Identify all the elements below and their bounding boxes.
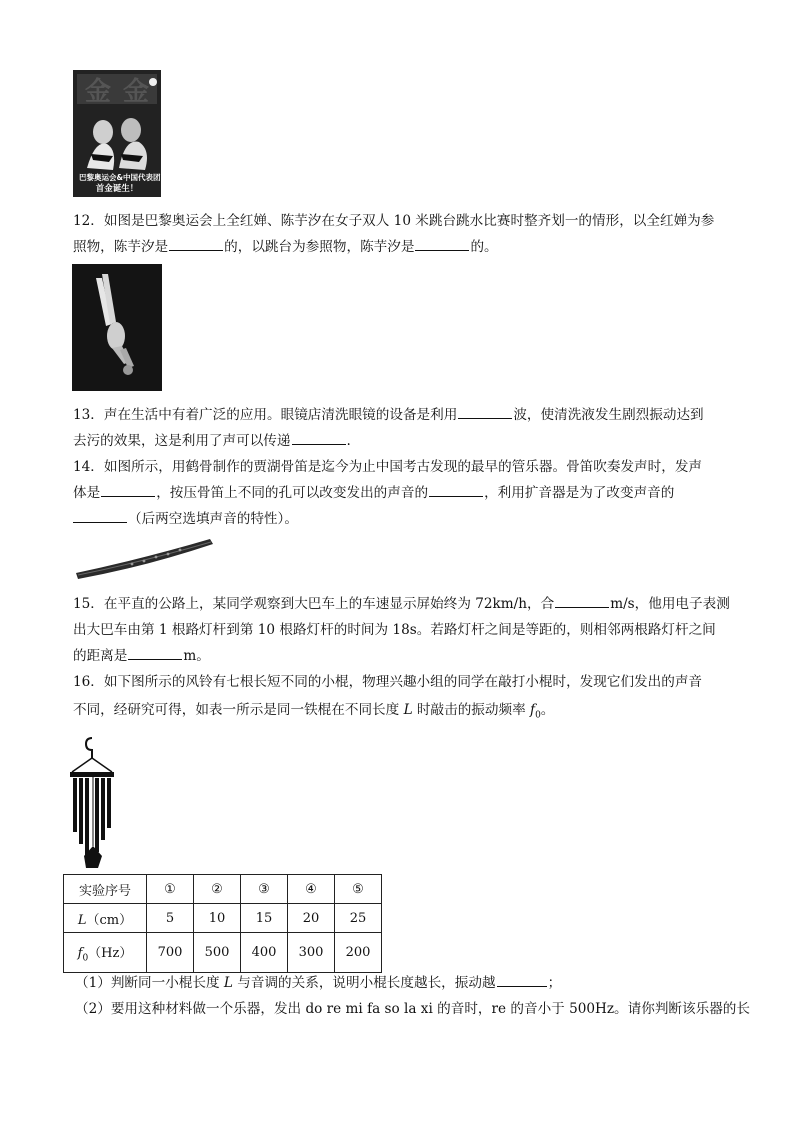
- q16-sub2: （2）要用这种材料做一个乐器，发出 do re mi fa so la xi 的音时，re 的音小于 500Hz。请你判断该乐器的长: [75, 1001, 750, 1017]
- table-cell: 200: [335, 933, 382, 973]
- q14-line3: [73, 509, 298, 529]
- bone-flute-image: [72, 535, 217, 583]
- table-cell: 400: [241, 933, 288, 973]
- table-cell: 300: [288, 933, 335, 973]
- q12-blank-2[interactable]: [415, 237, 469, 251]
- table-var-f-sub: 0: [82, 953, 89, 964]
- q15-text-d: m。: [183, 648, 210, 664]
- sub1-var-L: L: [223, 975, 233, 991]
- table-header-col: ③: [241, 875, 288, 904]
- table-cell: 20: [288, 904, 335, 933]
- q16-var-L: L: [403, 702, 413, 718]
- svg-text:金: 金: [123, 77, 150, 107]
- q13-line1: [73, 405, 704, 425]
- table-header-col: ①: [147, 875, 194, 904]
- q14-text-c: ，利用扩音器是为了改变声音的: [484, 485, 675, 501]
- q15-text-a: 15．在平直的公路上，某同学观察到大巴车上的车速显示屏始终为 72km/h，合: [73, 596, 555, 612]
- q14-text-d: （后两空选填声音的特性）。: [128, 511, 298, 527]
- q12-text-a: 照物，陈芋汐是: [73, 239, 169, 255]
- table-cell: 10: [194, 904, 241, 933]
- table-cell: 500: [194, 933, 241, 973]
- q16-var-f-sub: 0: [535, 710, 541, 721]
- q13-text-b: 波，使清洗液发生剧烈振动达到: [513, 407, 704, 423]
- table-cell: 25: [335, 904, 382, 933]
- q15-blank-1[interactable]: [555, 594, 609, 608]
- q14-line1: 14．如图所示，用鹤骨制作的贾湖骨笛是迄今为止中国考古发现的最早的管乐器。骨笛吹奏发声时，发声: [73, 459, 703, 475]
- diver-graphic: [72, 264, 162, 391]
- table-header-col: ②: [194, 875, 241, 904]
- q16-text-c: 。: [540, 702, 555, 718]
- q15-line2: 出大巴车由第 1 根路灯杆到第 10 根路灯杆的时间为 18s。若路灯杆之间是等距的，则相邻两根路灯杆之间: [73, 622, 716, 638]
- q13-text-d: .: [346, 433, 351, 449]
- q14-line2: [73, 483, 674, 503]
- q16-line1: 16．如下图所示的风铃有七根长短不同的小棍，物理兴趣小组的同学在敲打小棍时，发现它们发出的声音: [73, 674, 703, 690]
- q14-blank-3[interactable]: [73, 509, 127, 523]
- q16-sub1: [75, 973, 561, 993]
- table-var-f: f: [77, 945, 83, 961]
- table-header-col: ④: [288, 875, 335, 904]
- table-var-L: L: [77, 912, 87, 928]
- wind-chime-graphic: [62, 736, 118, 871]
- poster-caption-line2: 首金诞生！: [95, 184, 139, 194]
- q16-text-a: 不同，经研究可得，如表一所示是同一铁棍在不同长度: [73, 702, 404, 718]
- table-header-col: ⑤: [335, 875, 382, 904]
- q12-blank-1[interactable]: [169, 237, 223, 251]
- sub1-text-a: （1）判断同一小棍长度: [75, 975, 224, 991]
- q15-text-c: 的距离是: [73, 648, 128, 664]
- table-cell: 5: [147, 904, 194, 933]
- q15-line1: [73, 594, 730, 614]
- table-header-label: 实验序号: [64, 875, 147, 904]
- q13-text-c: 去污的效果，这是利用了声可以传递: [73, 433, 291, 449]
- table-cell: 700: [147, 933, 194, 973]
- q13-blank-1[interactable]: [458, 405, 512, 419]
- table-row: [64, 933, 382, 973]
- q15-text-b: m/s，他用电子表测: [610, 596, 730, 612]
- table-unit-cm: （cm）: [86, 912, 133, 928]
- q12-text-b: 的，以跳台为参照物，陈芋汐是: [224, 239, 415, 255]
- sub1-blank[interactable]: [497, 973, 547, 987]
- q14-text-b: ，按压骨笛上不同的孔可以改变发出的声音的: [156, 485, 429, 501]
- q12-line1: 12．如图是巴黎奥运会上全红婵、陈芋汐在女子双人 10 米跳台跳水比赛时整齐划一的情形，以全红婵为参: [73, 213, 715, 229]
- q13-blank-2[interactable]: [292, 431, 346, 445]
- table-cell: 15: [241, 904, 288, 933]
- table-unit-hz: （Hz）: [88, 945, 133, 961]
- sub1-text-b: 与音调的关系，说明小棍长度越长，振动越: [232, 975, 496, 991]
- q14-blank-1[interactable]: [101, 483, 155, 497]
- q15-blank-2[interactable]: [128, 646, 182, 660]
- sub1-text-c: ；: [547, 975, 562, 991]
- diver-image: [72, 264, 162, 391]
- svg-text:金: 金: [85, 77, 112, 107]
- table-row-label-f0: [64, 933, 147, 973]
- q13-line2: [73, 431, 351, 451]
- q12-text-c: 的。: [470, 239, 498, 255]
- table-row-label-L: [64, 904, 147, 933]
- q13-text-a: 13．声在生活中有着广泛的应用。眼镜店清洗眼镜的设备是利用: [73, 407, 458, 423]
- q15-line3: [73, 646, 210, 666]
- data-table: [63, 874, 382, 973]
- q14-text-a: 体是: [73, 485, 101, 501]
- table-row: [64, 904, 382, 933]
- bone-flute-graphic: [72, 535, 217, 583]
- q12-line2: [73, 237, 498, 257]
- q16-text-b: 时敲击的振动频率: [412, 702, 531, 718]
- olympic-poster-image: [73, 70, 161, 197]
- table-row: [64, 875, 382, 904]
- wind-chime-image: [62, 736, 118, 871]
- q16-line2: [73, 700, 554, 726]
- poster-caption-line1: 巴黎奥运会&中国代表团: [79, 173, 161, 182]
- q14-blank-2[interactable]: [429, 483, 483, 497]
- q16-var-f: f: [530, 702, 536, 718]
